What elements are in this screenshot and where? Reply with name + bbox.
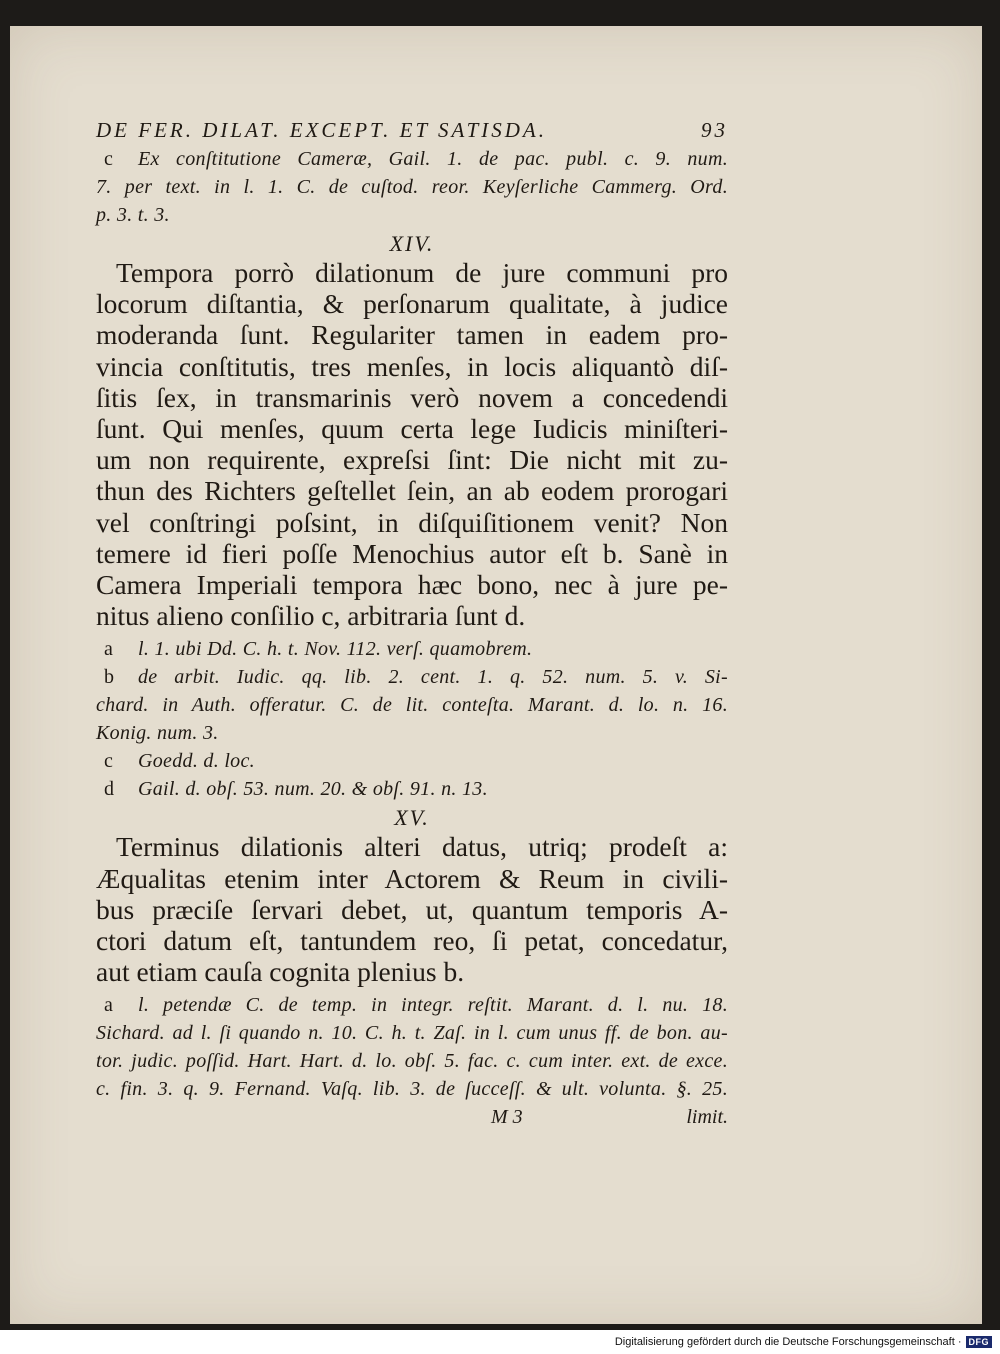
text-block [96, 118, 728, 1131]
body-line: um non requirente, expreſsi ſint: Die nicht mit zu- [96, 444, 728, 476]
footnote-text: l. petendæ C. de temp. in integr. reſtit. Marant. d. l. nu. 18. [138, 994, 728, 1017]
footnote-mark: d [104, 778, 115, 801]
footnotes-xiv [96, 635, 728, 803]
body-line: vel conſtringi poſsint, in diſquiſitionem venit? Non [96, 506, 728, 538]
footnote-text: Konig. num. 3. [96, 722, 219, 745]
footnote-text: c. fin. 3. q. 9. Fernand. Vaſq. lib. 3. de ſucceſſ. & ult. volunta. §. 25. [96, 1078, 728, 1101]
catchword: limit. [686, 1106, 728, 1129]
footnotes-xv [96, 991, 728, 1103]
body-line: ſunt. Qui menſes, quum certa lege Iudicis miniſteri- [96, 413, 728, 445]
body-line: locorum diſtantia, & perſonarum qualitate, à judice [96, 288, 728, 320]
footnote-text: chard. in Auth. offeratur. C. de lit. conteſta. Marant. d. lo. n. 16. [96, 694, 728, 717]
section-body-xv [96, 831, 728, 987]
body-line: moderanda ſunt. Regulariter tamen in eadem pro- [96, 319, 728, 351]
page-number: 93 [701, 118, 728, 142]
section-body-xiv [96, 257, 728, 631]
footnote-text: p. 3. t. 3. [96, 204, 170, 226]
footer-credit: Digitalisierung gefördert durch die Deutsche Forschungsgemeinschaft · [614, 1336, 962, 1348]
footnote-top-c [96, 145, 728, 229]
body-line: Camera Imperiali tempora hæc bono, nec à jure pe- [96, 569, 728, 601]
section-number-xv: XV. [394, 805, 430, 831]
footnote-text: Gail. d. obſ. 53. num. 20. & obſ. 91. n. 13. [138, 778, 488, 801]
running-header [96, 118, 728, 143]
footnote-mark: c [104, 148, 114, 170]
footnote-mark: a [104, 994, 114, 1017]
body-line: ctori datum eſt, tantundem reo, ſi petat, concedatur, [96, 925, 728, 957]
body-line: temere id fieri poſſe Menochius autor eſt b. Sanè in [96, 537, 728, 569]
footnote-text: 7. per text. in l. 1. C. de cuſtod. reor. Keyſerliche Cammerg. Ord. [96, 176, 728, 198]
running-title: DE FER. DILAT. EXCEPT. ET SATISDA. [96, 118, 548, 142]
footnote-text: Ex conſtitutione Cameræ, Gail. 1. de pac. publ. c. 9. num. [138, 148, 728, 170]
footnote-text: de arbit. Iudic. qq. lib. 2. cent. 1. q. 52. num. 5. v. Si- [138, 666, 728, 689]
footnote-text: Goedd. d. loc. [138, 750, 255, 773]
book-page [10, 26, 982, 1324]
footnote-mark: c [104, 750, 114, 773]
dfg-logo-icon: DFG [966, 1336, 993, 1348]
digitization-footer [0, 1330, 1000, 1354]
footnote-text: tor. judic. poſſid. Hart. Hart. d. lo. obſ. 5. fac. c. cum inter. ext. de exce. [96, 1050, 728, 1073]
catchword-line [96, 1103, 728, 1131]
footnote-mark: a [104, 638, 114, 661]
body-line: Æqualitas etenim inter Actorem & Reum in civili- [96, 862, 728, 894]
signature-mark: M 3 [491, 1106, 523, 1129]
body-line: thun des Richters geſtellet ſein, an ab eodem prorogari [96, 475, 728, 507]
body-line: vincia conſtitutis, tres menſes, in locis aliquantò diſ- [96, 350, 728, 382]
footnote-text: l. 1. ubi Dd. C. h. t. Nov. 112. verſ. quamobrem. [138, 638, 533, 661]
body-line: Terminus dilationis alteri datus, utriq; prodeſt a: [116, 831, 728, 863]
body-line: ſitis ſex, in transmarinis verò novem a concedendi [96, 381, 728, 413]
section-number-xiv: XIV. [389, 231, 435, 256]
footnote-text: Sichard. ad l. ſi quando n. 10. C. h. t. Zaſ. in l. cum unus ff. de bon. au- [96, 1022, 728, 1045]
body-line: nitus alieno conſilio c, arbitraria ſunt d. [96, 600, 526, 632]
body-line: bus præciſe ſervari debet, ut, quantum temporis A- [96, 893, 728, 925]
footnote-mark: b [104, 666, 115, 689]
body-line: aut etiam cauſa cognita plenius b. [96, 956, 465, 988]
body-line: Tempora porrò dilationum de jure communi pro [116, 257, 728, 288]
